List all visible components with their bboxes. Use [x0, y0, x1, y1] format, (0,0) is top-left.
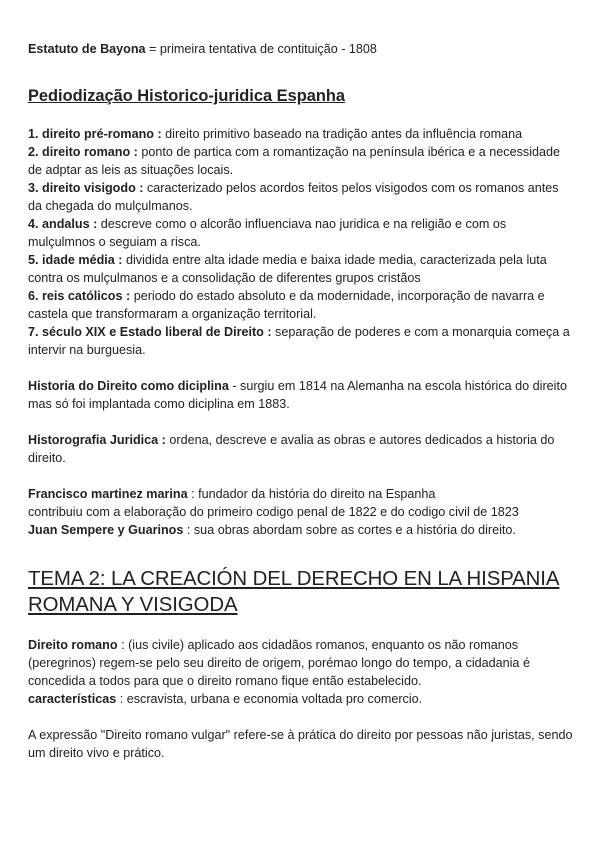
period-term: 7. século XIX e Estado liberal de Direito :	[28, 325, 272, 339]
francisco-paragraph	[28, 485, 576, 503]
period-item	[28, 143, 576, 179]
caracteristicas-term: características	[28, 692, 117, 706]
period-term: 3. direito visigodo :	[28, 181, 144, 195]
juan-paragraph	[28, 521, 576, 539]
tema2-title: TEMA 2: LA CREACIÓN DEL DERECHO EN LA HISPANIA ROMANA Y VISIGODA	[28, 568, 560, 616]
francisco-term: Francisco martinez marina	[28, 487, 188, 501]
direito-romano-paragraph	[28, 636, 576, 690]
period-term: 1. direito pré-romano :	[28, 127, 162, 141]
document-page	[28, 40, 576, 762]
period-term: 4. andalus :	[28, 217, 98, 231]
periods-list	[28, 125, 576, 359]
direito-romano-term: Direito romano	[28, 638, 118, 652]
period-item	[28, 179, 576, 215]
francisco-line2: contribuiu com a elaboração do primeiro codigo penal de 1822 e do codigo civil de 1823	[28, 505, 519, 519]
historiografia-term: Historografia Juridica :	[28, 433, 166, 447]
historia-text: - surgiu em 1814 na Alemanha na escola histórica do direito mas só foi implantada como diciplina em 1883.	[28, 379, 567, 411]
juan-text: : sua obras abordam sobre as cortes e a história do direito.	[183, 523, 516, 537]
period-text: descreve como o alcorão influenciava nao juridica e na religião e com os mulçulmnos o seguiam a risca.	[28, 217, 507, 249]
period-text: dividida entre alta idade media e baixa idade media, caracterizada pela luta contra os mulçulmanos e a consolidação de diferentes grupos cristãos	[28, 253, 547, 285]
caracteristicas-text: : escravista, urbana e economia voltada pro comercio.	[116, 692, 423, 706]
historiografia-paragraph	[28, 431, 576, 467]
historiografia-text: ordena, descreve e avalia as obras e autores dedicados a historia do direito.	[28, 433, 555, 465]
period-item	[28, 125, 576, 143]
period-text: separação de poderes e com a monarquia começa a intervir na burguesia.	[28, 325, 570, 357]
period-term: 2. direito romano :	[28, 145, 138, 159]
francisco-text: : fundador da história do direito na Espanha	[187, 487, 436, 501]
period-text: caracterizado pelos acordos feitos pelos visigodos com os romanos antes da chegada do mulçulmanos.	[28, 181, 559, 213]
period-term: 6. reis católicos :	[28, 289, 131, 303]
period-term: 5. idade média :	[28, 253, 123, 267]
section1-title: Pediodização Historico-juridica Espanha	[28, 87, 345, 105]
historia-paragraph	[28, 377, 576, 413]
period-text: ponto de partica com a romantização na península ibérica e a necessidade de adptar as leis as situações locais.	[28, 145, 561, 177]
direito-romano-text: : (ius civile) aplicado aos cidadãos romanos, enquanto os não romanos (peregrinos) regem-se pelo seu direito de origem, porémao longo do tempo, a cidadania é concedida a todos para que o direito romano fique então estabelecido.	[28, 638, 530, 688]
period-item	[28, 323, 576, 359]
period-item	[28, 251, 576, 287]
historia-term: Historia do Direito como diciplina	[28, 379, 229, 393]
period-text: periodo do estado absoluto e da modernidade, incorporação de navarra e castela que transformaram a organização territorial.	[28, 289, 545, 321]
intro-paragraph	[28, 40, 576, 58]
vulgar-paragraph: A expressão "Direito romano vulgar" refere-se à prática do direito por pessoas não juristas, sendo um direito vivo e prático.	[28, 728, 573, 760]
period-item	[28, 215, 576, 251]
caracteristicas-paragraph	[28, 690, 576, 708]
period-item	[28, 287, 576, 323]
intro-term: Estatuto de Bayona	[28, 42, 146, 56]
period-text: direito primitivo baseado na tradição antes da influência romana	[161, 127, 523, 141]
intro-text: = primeira tentativa de contituição - 1808	[145, 42, 377, 56]
juan-term: Juan Sempere y Guarinos	[28, 523, 184, 537]
